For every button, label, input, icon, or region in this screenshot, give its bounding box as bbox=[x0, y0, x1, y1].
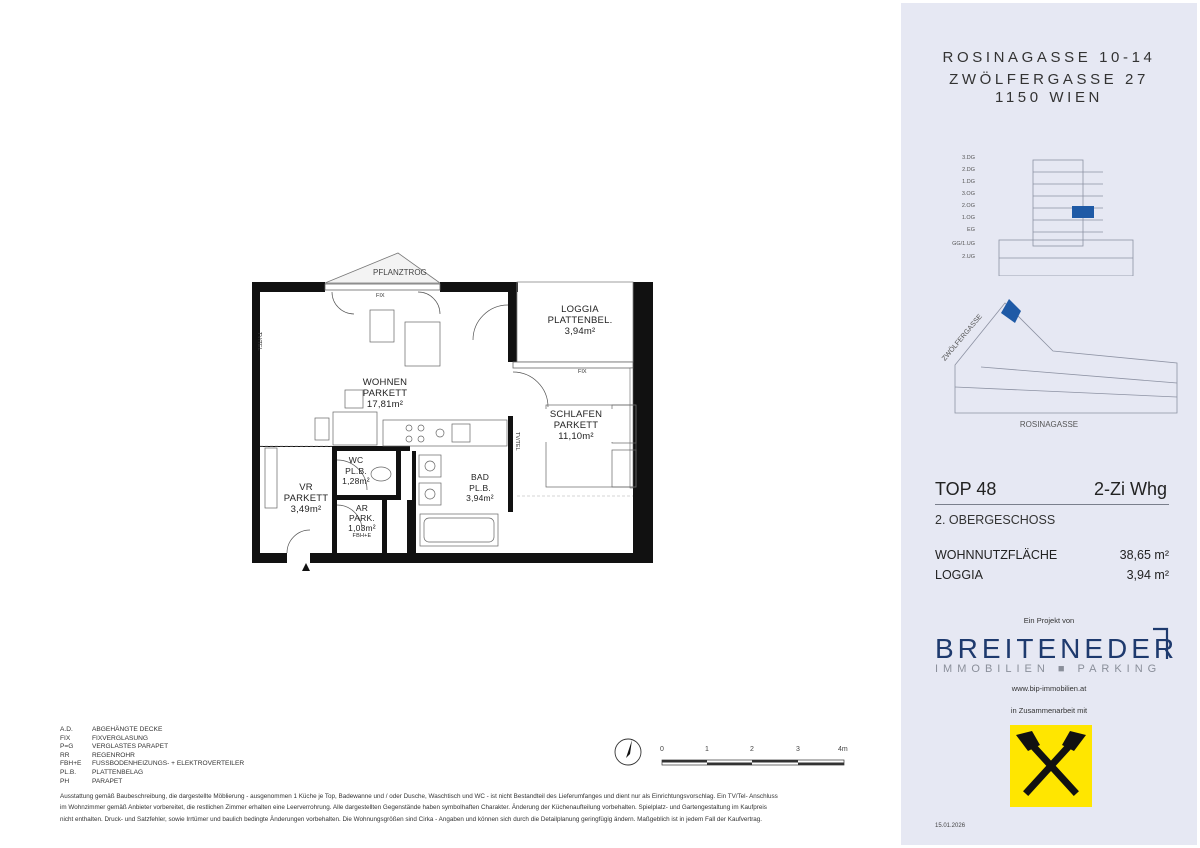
disclaimer bbox=[60, 791, 860, 825]
room-wohnen bbox=[340, 377, 430, 410]
brand-logo-bracket-icon bbox=[1151, 627, 1171, 661]
floor-label: GG/1.UG bbox=[952, 241, 975, 247]
scale-graphic bbox=[660, 758, 850, 768]
room-ar bbox=[340, 503, 384, 540]
room-name: SCHLAFEN bbox=[549, 409, 603, 420]
room-floor: PARK. bbox=[349, 513, 375, 523]
room-name: WC bbox=[348, 455, 364, 465]
room-area: 3,94m² bbox=[564, 326, 596, 337]
floor-label: 2.UG bbox=[962, 254, 975, 260]
room-bad bbox=[456, 472, 504, 504]
legend-text: FUSSBODENHEIZUNGS- + ELEKTROVERTEILER bbox=[92, 760, 245, 768]
room-schlafen bbox=[536, 409, 616, 442]
room-name: AR bbox=[355, 503, 369, 513]
room-floor: PLATTENBEL. bbox=[547, 315, 613, 326]
unit-location-marker bbox=[1001, 299, 1021, 323]
legend-text: FIXVERGLASUNG bbox=[92, 734, 149, 742]
legend-row bbox=[60, 735, 244, 744]
disclaimer-line: im Wohnzimmer gemäß Anbieter vorbereitet, die restlichen Zimmer erhalten eine Leerverrohrung. Alle dargestellten Gegenstände haben symbolhaften Charakter. Änderung der Küchenaufteilung vorbehalten. Spielplatz- und Gartengestaltung im Kaufpreis bbox=[60, 804, 767, 812]
area-label: WOHNNUTZFLÄCHE bbox=[935, 548, 1058, 562]
street-label: ROSINAGASSE bbox=[1019, 420, 1079, 429]
partner-text: in Zusammenarbeit mit bbox=[1010, 706, 1088, 715]
legend-abbr: P=G bbox=[60, 743, 74, 751]
street-label: ZWÖLFERGASSE bbox=[941, 313, 984, 363]
floor-label: EG bbox=[967, 227, 975, 233]
legend-row bbox=[60, 752, 244, 761]
floor-name: 2. OBERGESCHOSS bbox=[935, 513, 1056, 527]
room-area: 11,10m² bbox=[558, 431, 594, 442]
floor-label: 1.DG bbox=[962, 179, 975, 185]
site-plan-drawing bbox=[941, 293, 1181, 423]
legend-abbr: PH bbox=[60, 777, 70, 785]
fix-label: FIX bbox=[578, 369, 587, 375]
scale-bar bbox=[660, 746, 850, 786]
floor-label: 3.OG bbox=[961, 191, 975, 197]
room-area: 1,28m² bbox=[342, 476, 370, 486]
address-line: 1150 WIEN bbox=[995, 89, 1103, 106]
floor-label: 1.OG bbox=[961, 215, 975, 221]
room-loggia bbox=[525, 304, 635, 337]
room-name: BAD bbox=[470, 472, 490, 482]
room-name: VR bbox=[299, 482, 313, 493]
north-arrow-icon bbox=[612, 736, 644, 768]
room-wc bbox=[336, 455, 376, 487]
legend-text: VERGLASTES PARAPET bbox=[92, 743, 169, 751]
unit-type: 2-Zi Whg bbox=[1093, 479, 1167, 499]
legend-row bbox=[60, 769, 244, 778]
project-by-text: Ein Projekt von bbox=[1023, 616, 1075, 625]
room-area: 17,81m² bbox=[366, 399, 404, 410]
scale-tick-label: 2 bbox=[750, 746, 754, 753]
room-area: 3,49m² bbox=[290, 504, 322, 515]
floor-label: 2.OG bbox=[961, 203, 975, 209]
disclaimer-line: nicht enthalten. Druck- und Satzfehler, sowie Irrtümer und baulich bedingte Änderungen vorbehalten. Die Wohnungsgrößen sind Cirka - Angaben und können sich durch die Detailplanung geringfügig ändern. Maßgeblich ist in jedem Fall der Kaufvertrag. bbox=[60, 815, 763, 823]
address-line: ZWÖLFERGASSE 27 bbox=[949, 71, 1149, 88]
legend-abbr: FBH+E bbox=[60, 760, 82, 768]
partner-logo-icon bbox=[1010, 725, 1092, 807]
legend-abbr: RR bbox=[60, 751, 70, 759]
legend-text: PLATTENBELAG bbox=[92, 768, 144, 776]
area-row-loggia bbox=[935, 568, 1169, 582]
area-value: 38,65 m² bbox=[1119, 548, 1169, 562]
room-area: 1,03m² bbox=[348, 523, 376, 533]
room-name: WOHNEN bbox=[362, 377, 408, 388]
planter-label: PFLANZTROG bbox=[373, 268, 427, 277]
room-floor: PL.B. bbox=[345, 465, 367, 476]
area-value: 3,94 m² bbox=[1126, 568, 1169, 582]
scale-tick-label: 1 bbox=[705, 746, 709, 753]
room-floor: PARKETT bbox=[362, 388, 408, 399]
room-note: FBH+E bbox=[352, 533, 372, 539]
website-text: www.bip-immobilien.at bbox=[1011, 684, 1087, 693]
legend-row bbox=[60, 778, 244, 787]
room-floor: PL.B. bbox=[469, 482, 491, 493]
brand-subtitle: IMMOBILIEN ■ PARKING bbox=[935, 663, 1162, 675]
unit-number: TOP 48 bbox=[935, 479, 997, 499]
legend-text: REGENROHR bbox=[92, 751, 135, 759]
info-sidebar bbox=[901, 3, 1197, 845]
legend bbox=[60, 726, 244, 786]
address-line: ROSINAGASSE 10-14 bbox=[942, 49, 1156, 66]
legend-abbr: PL.B. bbox=[60, 768, 77, 776]
unit-highlight bbox=[1072, 206, 1094, 218]
building-section-drawing bbox=[979, 148, 1139, 276]
scale-tick-label: 0 bbox=[660, 746, 664, 753]
legend-row bbox=[60, 760, 244, 769]
legend-abbr: A.D. bbox=[60, 726, 73, 733]
floor-label: 3.DG bbox=[962, 155, 975, 161]
room-area: 3,94m² bbox=[466, 493, 494, 503]
floor-label: 2.DG bbox=[962, 167, 975, 173]
scale-tick-label: 3 bbox=[796, 746, 800, 753]
area-label: LOGGIA bbox=[935, 568, 983, 582]
legend-abbr: FIX bbox=[60, 734, 71, 742]
legend-text: PARAPET bbox=[92, 777, 123, 785]
room-vr bbox=[276, 482, 336, 515]
divider bbox=[935, 504, 1169, 505]
legend-row bbox=[60, 726, 244, 735]
tv-tel-label: TV/TEL bbox=[256, 332, 262, 351]
tv-tel-label: TV/TEL bbox=[514, 432, 520, 451]
plan-date: 15.01.2026 bbox=[935, 823, 966, 829]
area-row-living bbox=[935, 548, 1169, 562]
disclaimer-line: Ausstattung gemäß Baubeschreibung, die dargestellte Möblierung - ausgenommen 1 Küche je Top, Badewanne und / oder Dusche, Waschtisch und WC - ist nicht Bestandteil des Lieferumfanges und dient nur als Einrichtungsvorschlag. Ein TV/Tel- Anschluss bbox=[60, 793, 778, 800]
room-floor: PARKETT bbox=[553, 420, 599, 431]
fix-label: FIX bbox=[376, 293, 385, 299]
legend-text: ABGEHÄNGTE DECKE bbox=[92, 726, 163, 733]
entrance-arrow bbox=[302, 563, 310, 571]
room-floor: PARKETT bbox=[283, 493, 329, 504]
room-name: LOGGIA bbox=[561, 304, 599, 315]
scale-tick-label: 4m bbox=[838, 746, 848, 753]
brand-logo-text: BREITENEDER bbox=[935, 633, 1179, 664]
legend-row bbox=[60, 743, 244, 752]
